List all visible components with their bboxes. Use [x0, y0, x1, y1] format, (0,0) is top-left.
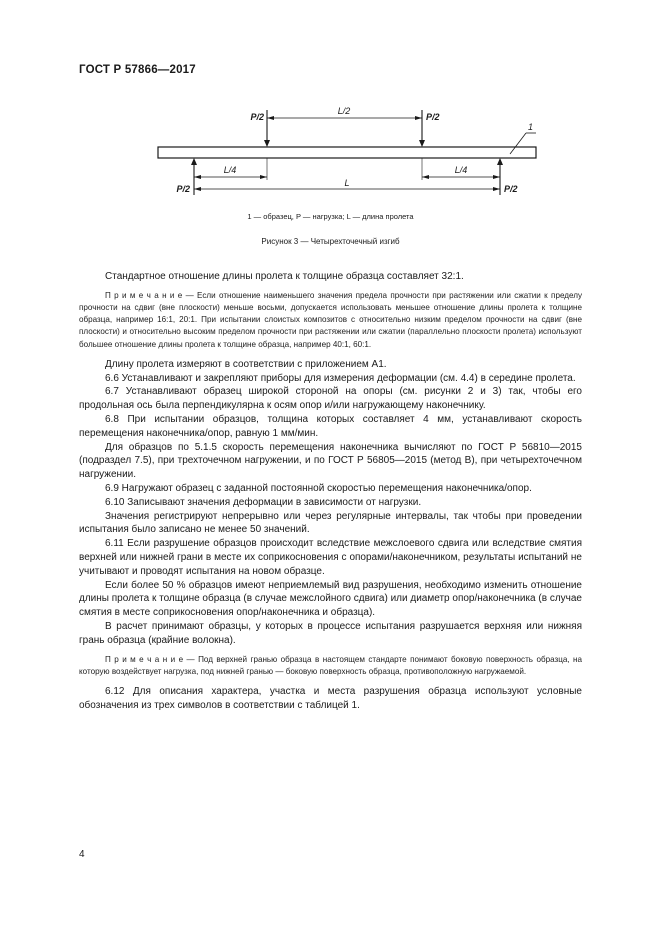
specimen-bar: [158, 147, 536, 158]
paragraph: Стандартное отношение длины пролета к толщине образца составляет 32:1.: [105, 271, 464, 282]
paragraph: 6.8 При испытании образцов, толщина которых составляет 4 мм, устанавливают скорость перемещения наконечника/опор, равную 1 мм/мин.: [79, 414, 582, 439]
note-label: П р и м е ч а н и е: [105, 654, 184, 664]
document-header: ГОСТ Р 57866—2017: [79, 64, 196, 76]
figure-caption: Рисунок 3 — Четырехточечный изгиб: [261, 237, 400, 246]
label-p-half-top-right: P/2: [426, 112, 440, 122]
note-paragraph: [79, 654, 582, 678]
label-l-full: L: [344, 178, 350, 188]
paragraph: 6.9 Нагружают образец с заданной постоянной скоростью перемещения наконечника/опор.: [105, 482, 532, 494]
body-text: [79, 270, 582, 713]
paragraph: 6.6 Устанавливают и закрепляют приборы для измерения деформации (см. 4.4) в середине пролета.: [105, 372, 576, 384]
paragraph: 6.7 Устанавливают образец широкой стороной на опоры (см. рисунки 2 и 3) так, чтобы его продольная ось была перпендикулярна к осям опор и/или нагружающему наконечнику.: [79, 386, 582, 412]
paragraph: Значения регистрируют непрерывно или через регулярные интервалы, так чтобы при проведении испытания было записано не менее 50 значений.: [79, 510, 582, 536]
paragraph: 6.10 Записывают значения деформации в зависимости от нагрузки.: [105, 496, 422, 508]
four-point-bending-figure: [150, 100, 550, 205]
note-text: — Если отношение наименьшего значения предела прочности при растяжении или сжатии к пределу прочности на сдвиг (вне плоскости) меньше восьми, допускается использовать меньшее отношение длины пролета к толщине образца, например 16:1, 20:1. При испытании слоистых композитов с относительно низким пределом прочности на сдвиг (вне плоскости) и относительно высоким пределом прочности при растяжении или сжатии (параллельно плоскости пролета) используют большее отношение длины пролета к толщине образца, например 40:1, 60:1.: [79, 290, 582, 349]
figure-legend: 1 — образец, P — нагрузка; L — длина пролета: [247, 212, 414, 221]
paragraph: В расчет принимают образцы, у которых в процессе испытания разрушается верхняя или нижняя грань образца (крайние волокна).: [79, 620, 582, 646]
label-l-half: L/2: [337, 106, 351, 116]
callout-label: 1: [528, 122, 534, 132]
label-p-half-bottom-right: P/2: [504, 184, 518, 194]
paragraph: Если более 50 % образцов имеют неприемлемый вид разрушения, необходимо изменить отношение длины пролета к толщине образца (в случае межслойного сдвига) или диаметр опор/наконечника (в случае смятия в месте соприкосновения опор/наконечника и образца).: [79, 579, 582, 619]
paragraph: 6.11 Если разрушение образцов происходит вследствие межслоевого сдвига или вследствие смятия верхней или нижней грани в месте их соприкосновения с опорами/наконечником, результаты испытаний не учитывают и проводят испытания на новом образце.: [79, 538, 582, 577]
note-label: П р и м е ч а н и е: [105, 290, 183, 300]
label-l-quarter-left: L/4: [223, 165, 237, 175]
callout-leader: [510, 133, 526, 154]
note-paragraph: [79, 290, 582, 351]
paragraph: Длину пролета измеряют в соответствии с приложением А1.: [105, 358, 387, 370]
paragraph: Для образцов по 5.1.5 скорость перемещения наконечника вычисляют по ГОСТ Р 56810—2015 (подраздел 7.5), при трехточечном нагружении, и по ГОСТ Р 56805—2015 (метод В), при четырехточечном нагружении.: [79, 441, 582, 481]
paragraph: 6.12 Для описания характера, участка и места разрушения образца используют условные обозначения из трех символов в соответствии с таблицей 1.: [79, 685, 582, 711]
label-p-half-bottom-left: P/2: [176, 184, 190, 194]
page-number: 4: [79, 849, 85, 860]
note-text: — Под верхней гранью образца в настоящем стандарте понимают боковую поверхность образца, на которую воздействует нагрузка, под нижней гранью — боковую поверхность образца, противоположную нагружаемой.: [79, 654, 582, 676]
label-l-quarter-right: L/4: [454, 165, 468, 175]
label-p-half-top-left: P/2: [250, 112, 264, 122]
